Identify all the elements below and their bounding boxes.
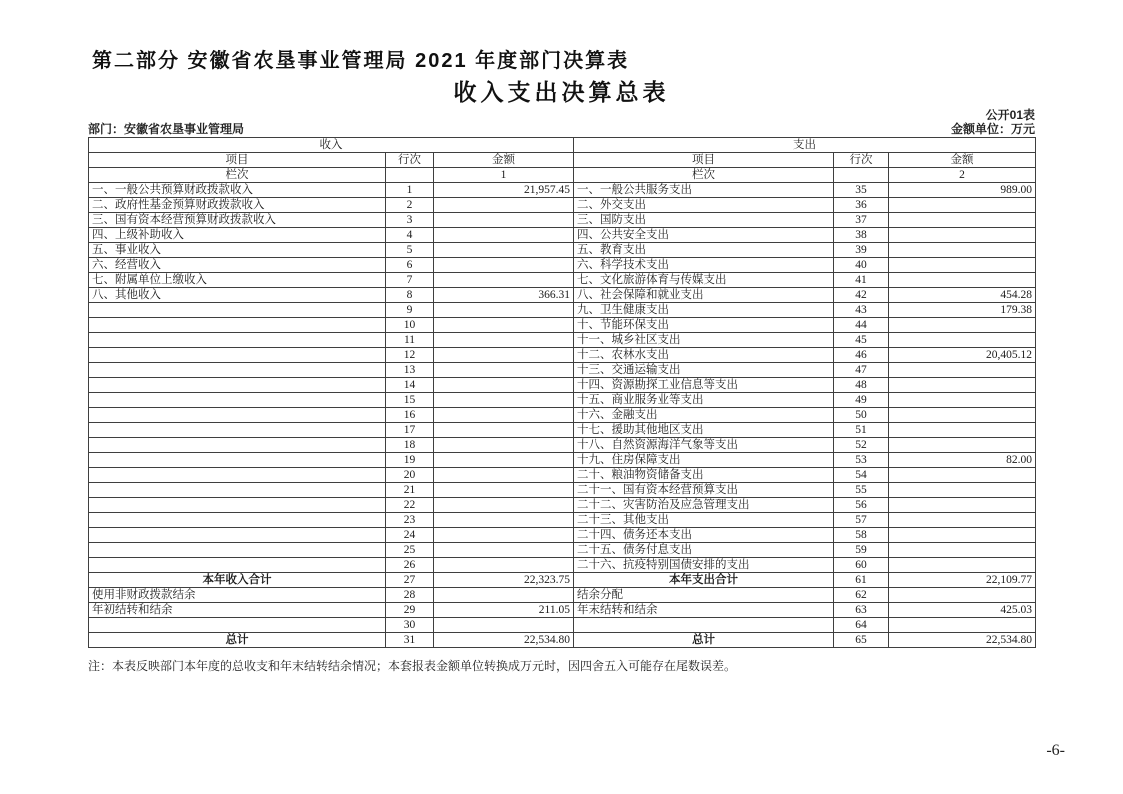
table-row: [89, 588, 1036, 603]
table-row: [89, 333, 1036, 348]
income-rownum-cell: 29: [386, 603, 434, 618]
expense-amount-cell: [889, 378, 1036, 393]
income-item-cell: [89, 363, 386, 378]
table-row: [89, 453, 1036, 468]
expense-item-cell: 十五、商业服务业等支出: [574, 393, 834, 408]
income-item-cell: [89, 618, 386, 633]
expense-item-cell: 五、教育支出: [574, 243, 834, 258]
table-title: 收入支出决算总表: [453, 79, 670, 105]
income-amount-cell: 21,957.45: [434, 183, 574, 198]
income-rownum-cell: 7: [386, 273, 434, 288]
income-rownum-cell: 24: [386, 528, 434, 543]
income-column-index: 1: [434, 168, 574, 183]
expense-item-cell: 本年支出合计: [574, 573, 834, 588]
table-row: [89, 288, 1036, 303]
income-amount-cell: 211.05: [434, 603, 574, 618]
table-row: [89, 303, 1036, 318]
expense-item-cell: 十八、自然资源海洋气象等支出: [574, 438, 834, 453]
income-item-cell: 本年收入合计: [89, 573, 386, 588]
income-item-cell: 七、附属单位上缴收入: [89, 273, 386, 288]
table-row: [89, 618, 1036, 633]
expense-rownum-cell: 49: [834, 393, 889, 408]
income-rownum-cell: 2: [386, 198, 434, 213]
expense-rownum-cell: 57: [834, 513, 889, 528]
expense-rownum-header: 行次: [834, 153, 889, 168]
expense-amount-cell: [889, 558, 1036, 573]
income-rownum-cell: 22: [386, 498, 434, 513]
income-rownum-cell: 27: [386, 573, 434, 588]
income-rownum-cell: 31: [386, 633, 434, 648]
table-row: [89, 363, 1036, 378]
table-row: [89, 408, 1036, 423]
expense-rownum-cell: 64: [834, 618, 889, 633]
expense-rownum-cell: 42: [834, 288, 889, 303]
expense-rownum-cell: 63: [834, 603, 889, 618]
table-row: [89, 258, 1036, 273]
expense-rownum-cell: 39: [834, 243, 889, 258]
table-row: [89, 183, 1036, 198]
income-column-index-blank: [386, 168, 434, 183]
expense-amount-cell: [889, 438, 1036, 453]
income-amount-cell: [434, 483, 574, 498]
income-item-cell: [89, 423, 386, 438]
table-meta-row: [88, 120, 1035, 137]
expense-item-cell: 六、科学技术支出: [574, 258, 834, 273]
income-amount-cell: 366.31: [434, 288, 574, 303]
unit-label: 金额单位：万元: [950, 122, 1035, 136]
income-amount-cell: [434, 423, 574, 438]
income-amount-cell: [434, 363, 574, 378]
income-rownum-cell: 23: [386, 513, 434, 528]
income-rownum-cell: 10: [386, 318, 434, 333]
income-rownum-cell: 15: [386, 393, 434, 408]
income-item-cell: 使用非财政拨款结余: [89, 588, 386, 603]
table-row: [89, 228, 1036, 243]
expense-section-header: 支出: [574, 138, 1036, 153]
income-amount-cell: [434, 453, 574, 468]
income-rownum-cell: 16: [386, 408, 434, 423]
income-item-cell: 总计: [89, 633, 386, 648]
table-row: [89, 528, 1036, 543]
expense-amount-cell: [889, 393, 1036, 408]
page-number: -6-: [1046, 742, 1065, 759]
expense-amount-cell: [889, 273, 1036, 288]
expense-item-cell: 二十三、其他支出: [574, 513, 834, 528]
expense-item-cell: 十三、交通运输支出: [574, 363, 834, 378]
income-item-cell: 五、事业收入: [89, 243, 386, 258]
document-title: 第二部分 安徽省农垦事业管理局 2021 年度部门决算表: [92, 50, 630, 72]
income-item-cell: 八、其他收入: [89, 288, 386, 303]
income-rownum-cell: 26: [386, 558, 434, 573]
table-row: [89, 513, 1036, 528]
income-amount-cell: [434, 468, 574, 483]
table-row: [89, 543, 1036, 558]
income-item-cell: 三、国有资本经营预算财政拨款收入: [89, 213, 386, 228]
expense-amount-cell: [889, 318, 1036, 333]
income-rownum-cell: 11: [386, 333, 434, 348]
section-header-row: [89, 138, 1036, 153]
expense-item-cell: 十四、资源勘探工业信息等支出: [574, 378, 834, 393]
expense-rownum-cell: 55: [834, 483, 889, 498]
income-rownum-header: 行次: [386, 153, 434, 168]
income-amount-cell: [434, 618, 574, 633]
expense-amount-header: 金额: [889, 153, 1036, 168]
income-amount-cell: [434, 333, 574, 348]
income-rownum-cell: 30: [386, 618, 434, 633]
income-amount-cell: [434, 543, 574, 558]
expense-rownum-cell: 41: [834, 273, 889, 288]
income-rownum-cell: 8: [386, 288, 434, 303]
income-amount-cell: [434, 513, 574, 528]
expense-item-cell: 八、社会保障和就业支出: [574, 288, 834, 303]
expense-item-cell: 结余分配: [574, 588, 834, 603]
income-item-cell: [89, 453, 386, 468]
income-rownum-cell: 3: [386, 213, 434, 228]
income-item-cell: [89, 393, 386, 408]
table-row: [89, 558, 1036, 573]
income-section-header: 收入: [89, 138, 574, 153]
table-row: [89, 573, 1036, 588]
table-row: [89, 438, 1036, 453]
expense-rownum-cell: 40: [834, 258, 889, 273]
income-item-cell: [89, 333, 386, 348]
expense-amount-cell: 20,405.12: [889, 348, 1036, 363]
table-row: [89, 198, 1036, 213]
income-amount-cell: [434, 198, 574, 213]
expense-amount-cell: [889, 198, 1036, 213]
income-item-cell: [89, 438, 386, 453]
expense-amount-cell: [889, 243, 1036, 258]
income-column-index-label: 栏次: [89, 168, 386, 183]
expense-item-cell: 二、外交支出: [574, 198, 834, 213]
income-rownum-cell: 21: [386, 483, 434, 498]
expense-rownum-cell: 45: [834, 333, 889, 348]
income-amount-cell: [434, 318, 574, 333]
income-item-cell: [89, 528, 386, 543]
expense-item-cell: 二十二、灾害防治及应急管理支出: [574, 498, 834, 513]
income-rownum-cell: 18: [386, 438, 434, 453]
expense-amount-cell: [889, 468, 1036, 483]
income-amount-cell: [434, 213, 574, 228]
expense-amount-cell: 454.28: [889, 288, 1036, 303]
expense-rownum-cell: 54: [834, 468, 889, 483]
expense-item-cell: 二十五、债务付息支出: [574, 543, 834, 558]
income-rownum-cell: 17: [386, 423, 434, 438]
income-amount-cell: [434, 243, 574, 258]
expense-column-index-label: 栏次: [574, 168, 834, 183]
income-expense-summary-table: [88, 137, 1036, 648]
table-row: [89, 603, 1036, 618]
expense-item-cell: 一、一般公共服务支出: [574, 183, 834, 198]
income-rownum-cell: 25: [386, 543, 434, 558]
expense-amount-cell: 22,109.77: [889, 573, 1036, 588]
expense-amount-cell: 82.00: [889, 453, 1036, 468]
expense-item-cell: [574, 618, 834, 633]
expense-rownum-cell: 46: [834, 348, 889, 363]
expense-rownum-cell: 61: [834, 573, 889, 588]
expense-amount-cell: [889, 543, 1036, 558]
expense-item-cell: 十、节能环保支出: [574, 318, 834, 333]
income-rownum-cell: 1: [386, 183, 434, 198]
income-amount-cell: [434, 438, 574, 453]
expense-amount-cell: [889, 588, 1036, 603]
expense-item-cell: 四、公共安全支出: [574, 228, 834, 243]
income-rownum-cell: 5: [386, 243, 434, 258]
expense-item-header: 项目: [574, 153, 834, 168]
income-item-cell: [89, 513, 386, 528]
income-item-cell: [89, 543, 386, 558]
expense-rownum-cell: 50: [834, 408, 889, 423]
expense-rownum-cell: 36: [834, 198, 889, 213]
income-rownum-cell: 13: [386, 363, 434, 378]
table-row: [89, 468, 1036, 483]
income-item-cell: [89, 303, 386, 318]
expense-amount-cell: 425.03: [889, 603, 1036, 618]
table-row: [89, 348, 1036, 363]
income-amount-cell: 22,534.80: [434, 633, 574, 648]
income-amount-cell: [434, 273, 574, 288]
table-row: [89, 318, 1036, 333]
expense-item-cell: 七、文化旅游体育与传媒支出: [574, 273, 834, 288]
expense-amount-cell: 22,534.80: [889, 633, 1036, 648]
expense-amount-cell: [889, 423, 1036, 438]
expense-rownum-cell: 47: [834, 363, 889, 378]
expense-item-cell: 十六、金融支出: [574, 408, 834, 423]
income-item-cell: [89, 378, 386, 393]
table-row: [89, 498, 1036, 513]
footnote: 注：本表反映部门本年度的总收支和年末结转结余情况；本套报表金额单位转换成万元时，因四舍五入可能存在尾数误差。: [88, 659, 737, 673]
income-item-cell: [89, 483, 386, 498]
column-index-row: [89, 168, 1036, 183]
income-amount-cell: [434, 558, 574, 573]
income-item-cell: [89, 498, 386, 513]
income-item-cell: 六、经营收入: [89, 258, 386, 273]
income-amount-cell: [434, 378, 574, 393]
expense-amount-cell: 179.38: [889, 303, 1036, 318]
table-row: [89, 633, 1036, 648]
expense-rownum-cell: 44: [834, 318, 889, 333]
table-row: [89, 483, 1036, 498]
expense-rownum-cell: 38: [834, 228, 889, 243]
expense-item-cell: 十一、城乡社区支出: [574, 333, 834, 348]
income-amount-header: 金额: [434, 153, 574, 168]
expense-item-cell: 十二、农林水支出: [574, 348, 834, 363]
income-item-cell: 一、一般公共预算财政拨款收入: [89, 183, 386, 198]
expense-amount-cell: [889, 498, 1036, 513]
expense-rownum-cell: 51: [834, 423, 889, 438]
expense-item-cell: 二十四、债务还本支出: [574, 528, 834, 543]
expense-item-cell: 总计: [574, 633, 834, 648]
expense-amount-cell: [889, 618, 1036, 633]
expense-rownum-cell: 48: [834, 378, 889, 393]
income-rownum-cell: 12: [386, 348, 434, 363]
expense-item-cell: 九、卫生健康支出: [574, 303, 834, 318]
income-rownum-cell: 14: [386, 378, 434, 393]
expense-item-cell: 二十、粮油物资储备支出: [574, 468, 834, 483]
expense-amount-cell: [889, 258, 1036, 273]
expense-column-index-blank: [834, 168, 889, 183]
income-amount-cell: [434, 348, 574, 363]
income-rownum-cell: 4: [386, 228, 434, 243]
expense-item-cell: 二十一、国有资本经营预算支出: [574, 483, 834, 498]
table-row: [89, 423, 1036, 438]
income-item-cell: 四、上级补助收入: [89, 228, 386, 243]
department-label: 部门：安徽省农垦事业管理局: [88, 122, 245, 136]
expense-item-cell: 年末结转和结余: [574, 603, 834, 618]
expense-item-cell: 二十六、抗疫特别国债安排的支出: [574, 558, 834, 573]
income-rownum-cell: 20: [386, 468, 434, 483]
income-item-cell: [89, 318, 386, 333]
income-amount-cell: [434, 258, 574, 273]
expense-rownum-cell: 43: [834, 303, 889, 318]
table-code-label: 公开01表: [985, 108, 1035, 122]
expense-item-cell: 三、国防支出: [574, 213, 834, 228]
income-item-cell: [89, 348, 386, 363]
expense-rownum-cell: 60: [834, 558, 889, 573]
income-item-cell: [89, 408, 386, 423]
column-header-row: [89, 153, 1036, 168]
expense-rownum-cell: 37: [834, 213, 889, 228]
income-amount-cell: [434, 408, 574, 423]
expense-rownum-cell: 62: [834, 588, 889, 603]
expense-amount-cell: 989.00: [889, 183, 1036, 198]
income-amount-cell: 22,323.75: [434, 573, 574, 588]
table-row: [89, 243, 1036, 258]
expense-amount-cell: [889, 333, 1036, 348]
income-item-cell: [89, 558, 386, 573]
income-amount-cell: [434, 303, 574, 318]
income-rownum-cell: 9: [386, 303, 434, 318]
expense-amount-cell: [889, 408, 1036, 423]
expense-amount-cell: [889, 483, 1036, 498]
expense-amount-cell: [889, 228, 1036, 243]
expense-rownum-cell: 53: [834, 453, 889, 468]
expense-rownum-cell: 56: [834, 498, 889, 513]
income-item-header: 项目: [89, 153, 386, 168]
table-row: [89, 273, 1036, 288]
income-amount-cell: [434, 393, 574, 408]
expense-rownum-cell: 65: [834, 633, 889, 648]
income-item-cell: 二、政府性基金预算财政拨款收入: [89, 198, 386, 213]
table-row: [89, 393, 1036, 408]
expense-item-cell: 十七、援助其他地区支出: [574, 423, 834, 438]
income-rownum-cell: 28: [386, 588, 434, 603]
table-row: [89, 213, 1036, 228]
income-amount-cell: [434, 588, 574, 603]
expense-item-cell: 十九、住房保障支出: [574, 453, 834, 468]
income-item-cell: [89, 468, 386, 483]
income-item-cell: 年初结转和结余: [89, 603, 386, 618]
expense-column-index: 2: [889, 168, 1036, 183]
expense-rownum-cell: 52: [834, 438, 889, 453]
income-amount-cell: [434, 528, 574, 543]
expense-amount-cell: [889, 213, 1036, 228]
expense-rownum-cell: 58: [834, 528, 889, 543]
income-amount-cell: [434, 228, 574, 243]
expense-amount-cell: [889, 528, 1036, 543]
income-rownum-cell: 19: [386, 453, 434, 468]
expense-amount-cell: [889, 513, 1036, 528]
expense-rownum-cell: 35: [834, 183, 889, 198]
income-rownum-cell: 6: [386, 258, 434, 273]
expense-amount-cell: [889, 363, 1036, 378]
expense-rownum-cell: 59: [834, 543, 889, 558]
table-row: [89, 378, 1036, 393]
income-amount-cell: [434, 498, 574, 513]
